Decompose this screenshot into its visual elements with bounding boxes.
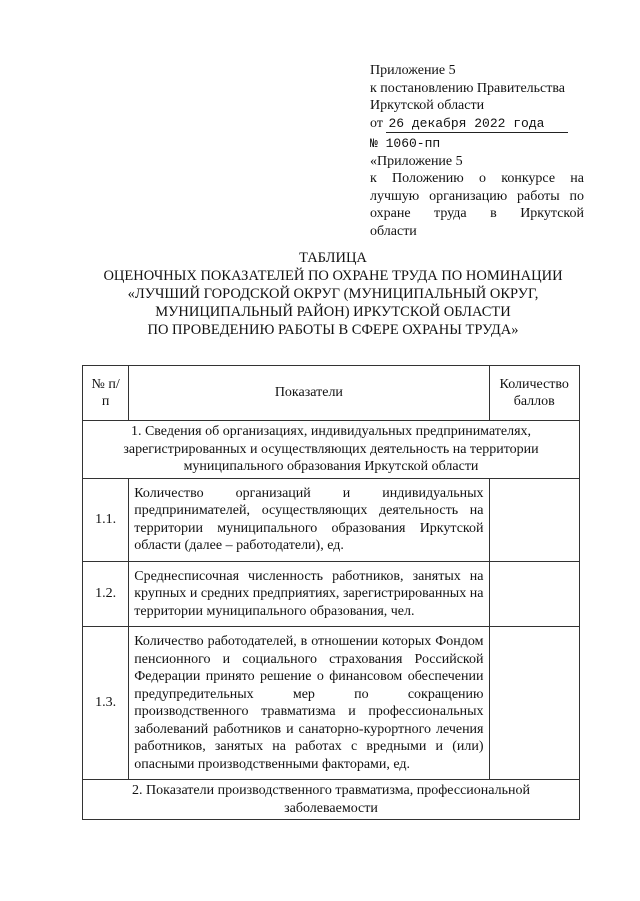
- title-line-3: «ЛУЧШИЙ ГОРОДСКОЙ ОКРУГ (МУНИЦИПАЛЬНЫЙ ОКРУГ,: [127, 286, 539, 302]
- section-1-title: 1. Сведения об организациях, индивидуальных предпринимателях, зарегистрированных и осуществляющих деятельность на территории муниципального образования Иркутской области: [83, 421, 580, 479]
- approval-date-prefix: от: [370, 115, 383, 131]
- row-number: 1.1.: [83, 478, 129, 561]
- approval-block: [370, 62, 584, 240]
- row-indicator: Количество работодателей, в отношении которых Фондом пенсионного и социального страхования Российской Федерации принято решение о финансовом обеспечении предупредительных мер по сокращению производственного травматизма и профессиональных заболеваний работников и санаторно-курортного лечения работников, занятых на работах с вредными и (или) опасными производственными факторами, ед.: [129, 627, 489, 780]
- annex-line-5: области: [370, 223, 417, 239]
- row-points: [489, 478, 580, 561]
- annex-line-3: лучшую организацию работы по: [370, 188, 584, 204]
- title-line-4: МУНИЦИПАЛЬНЫЙ РАЙОН) ИРКУТСКОЙ ОБЛАСТИ: [155, 304, 511, 320]
- title-line-5: ПО ПРОВЕДЕНИЮ РАБОТЫ В СФЕРЕ ОХРАНЫ ТРУДА»: [147, 322, 519, 338]
- header-indicators: Показатели: [129, 366, 489, 421]
- indicators-table: [82, 365, 580, 820]
- section-2-title: 2. Показатели производственного травматизма, профессиональной заболеваемости: [83, 780, 580, 820]
- section-row-2: [83, 780, 580, 820]
- annex-line-4: охране труда в Иркутской: [370, 206, 584, 221]
- header-number: № п/п: [83, 366, 129, 421]
- table-row: [83, 478, 580, 561]
- table-row: [83, 627, 580, 780]
- row-points: [489, 561, 580, 627]
- approval-date-row: [370, 115, 584, 134]
- row-number: 1.3.: [83, 627, 129, 780]
- header-points: Количество баллов: [489, 366, 580, 421]
- annex-line-2: к Положению о конкурсе на: [370, 171, 584, 186]
- row-indicator: Среднесписочная численность работников, занятых на крупных и средних предприятиях, зарегистрированных на территории муниципального образования, чел.: [129, 561, 489, 627]
- approval-number: № 1060-пп: [370, 136, 441, 151]
- row-points: [489, 627, 580, 780]
- title-line-1: ТАБЛИЦА: [299, 250, 367, 266]
- table-header-row: [83, 366, 580, 421]
- table-row: [83, 561, 580, 627]
- approval-line-region: Иркутской области: [370, 98, 485, 113]
- document-title: [60, 249, 606, 339]
- approval-line-resolution: к постановлению Правительства: [370, 80, 566, 96]
- row-number: 1.2.: [83, 561, 129, 627]
- row-indicator: Количество организаций и индивидуальных предпринимателей, осуществляющих деятельность на территории муниципального образования Иркутской области (далее – работодатели), ед.: [129, 478, 489, 561]
- title-line-2: ОЦЕНОЧНЫХ ПОКАЗАТЕЛЕЙ ПО ОХРАНЕ ТРУДА ПО НОМИНАЦИИ: [103, 268, 563, 284]
- annex-line-title: «Приложение 5: [370, 153, 463, 169]
- approval-line-annex: Приложение 5: [370, 63, 456, 78]
- section-row-1: [83, 421, 580, 479]
- approval-date-value: 26 декабря 2022 года: [386, 115, 568, 134]
